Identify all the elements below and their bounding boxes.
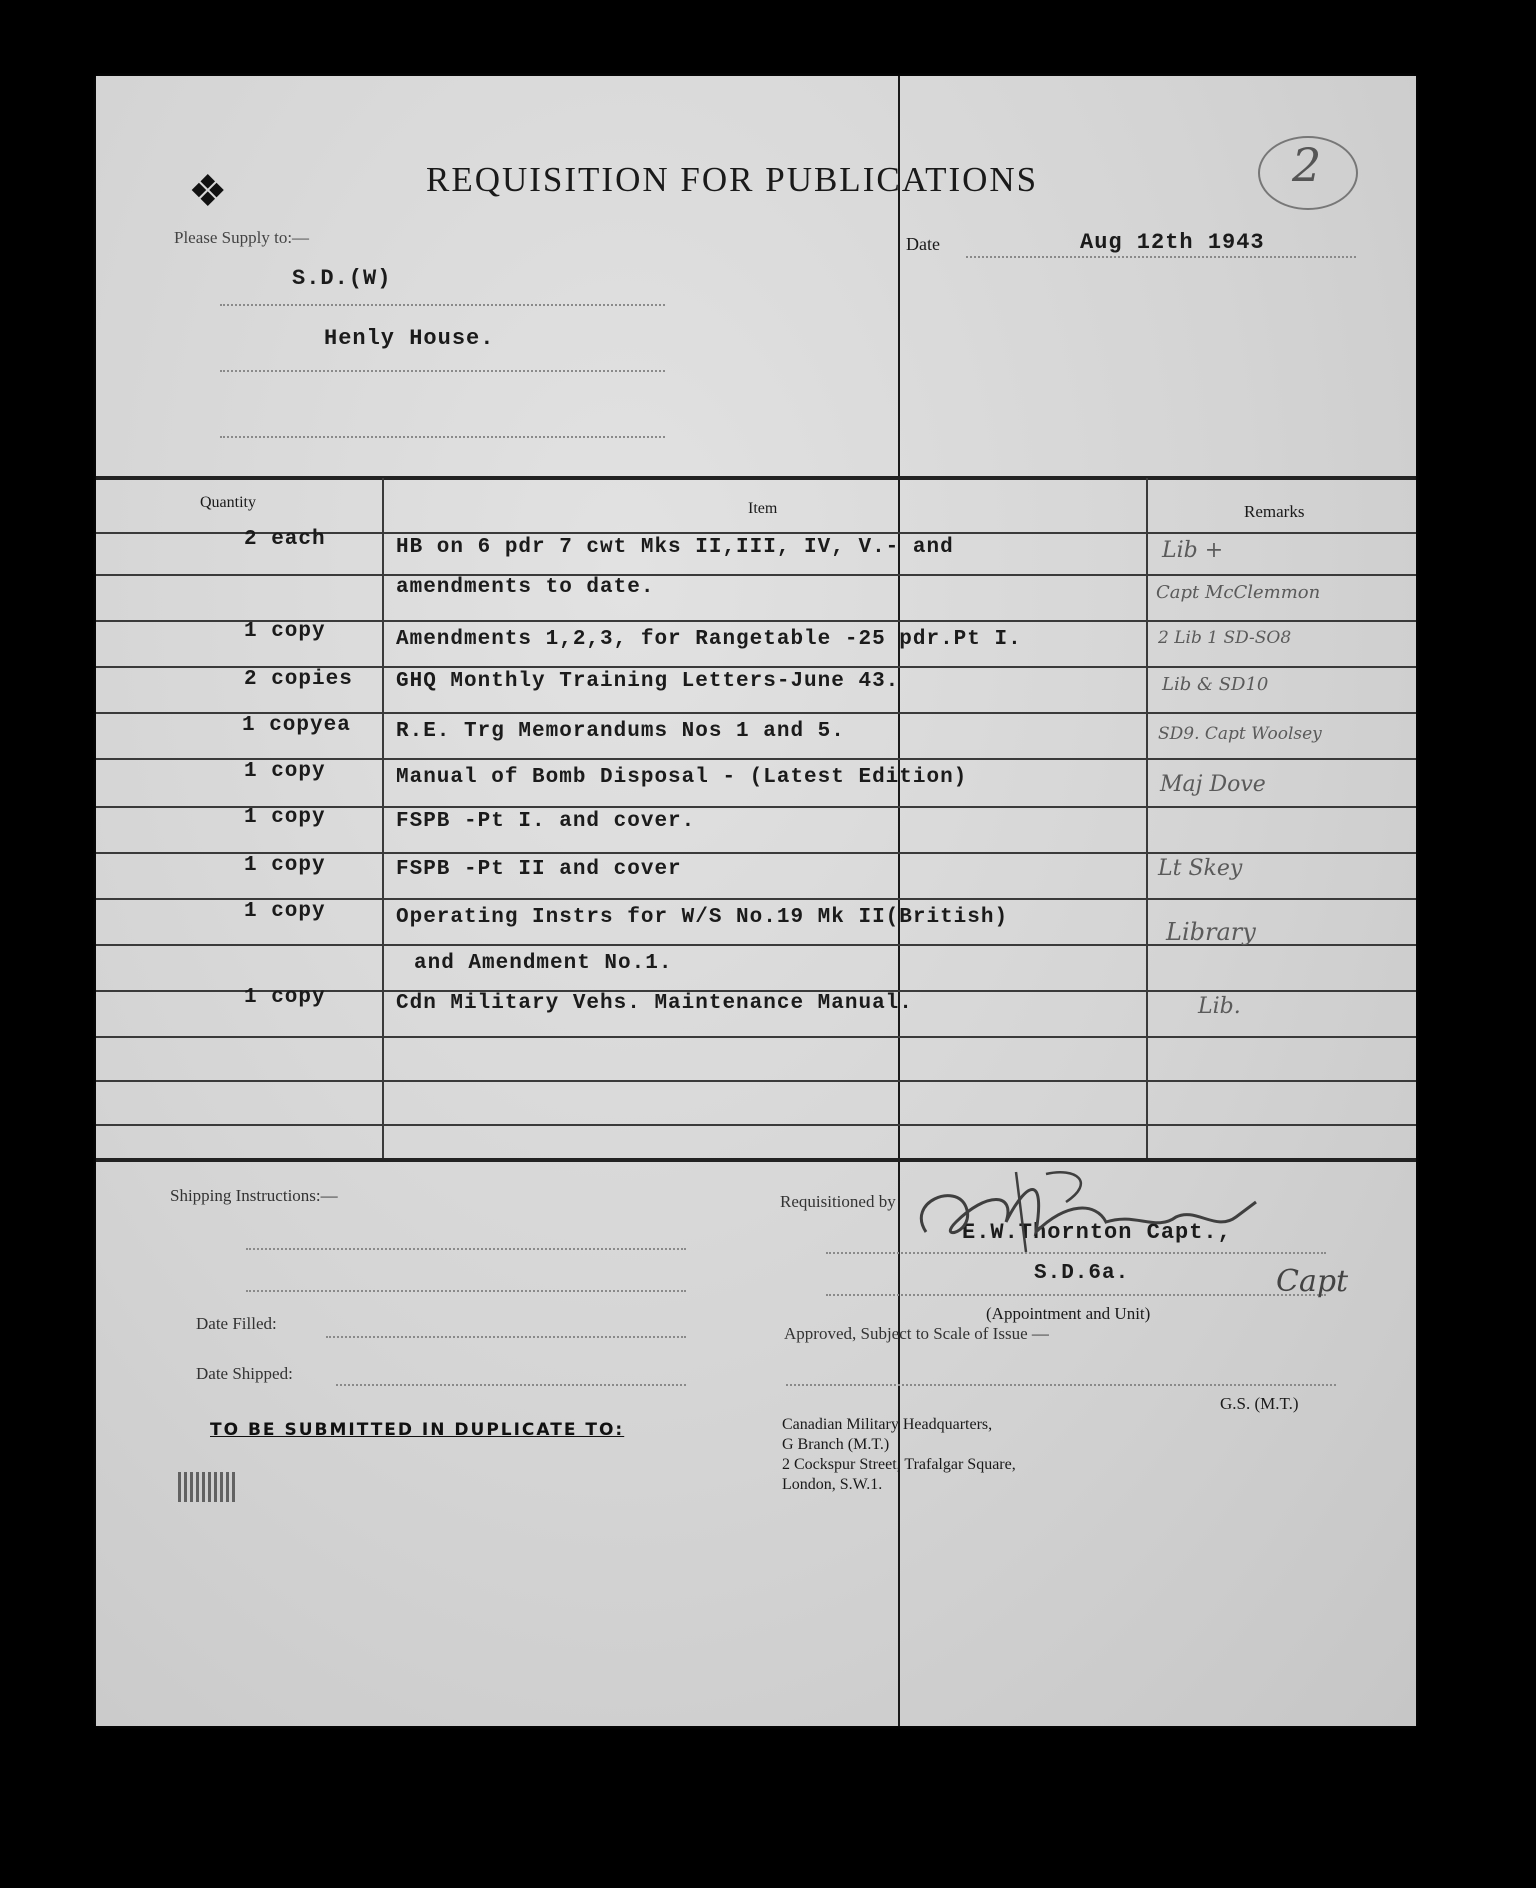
form-title: REQUISITION FOR PUBLICATIONS bbox=[426, 160, 1039, 199]
row-5-item: R.E. Trg Memorandums Nos 1 and 5. bbox=[396, 720, 845, 743]
date-label: Date bbox=[906, 234, 940, 254]
row-2-item: amendments to date. bbox=[396, 576, 655, 599]
supply-dotline-2 bbox=[220, 370, 665, 372]
signature-rank: Capt bbox=[1276, 1264, 1349, 1299]
row-rule bbox=[96, 1124, 1416, 1126]
address-line-1: Canadian Military Headquarters, bbox=[782, 1416, 993, 1433]
col-header-quantity: Quantity bbox=[200, 494, 256, 511]
supply-line-2: Henly House. bbox=[324, 326, 495, 351]
row-3-quantity: 1 copy bbox=[244, 620, 326, 643]
row-7-quantity: 1 copy bbox=[244, 806, 326, 829]
shipping-dotline-2 bbox=[246, 1290, 686, 1292]
col-divider-2 bbox=[1146, 478, 1148, 1158]
row-8-quantity: 1 copy bbox=[244, 854, 326, 877]
row-11-quantity: 1 copy bbox=[244, 986, 326, 1009]
row-6-item: Manual of Bomb Disposal - (Latest Edition) bbox=[396, 766, 968, 789]
row-8-item: FSPB -Pt II and cover bbox=[396, 858, 682, 881]
table-top-rule bbox=[96, 476, 1416, 480]
address-line-4: London, S.W.1. bbox=[782, 1476, 883, 1493]
approved-dotline bbox=[786, 1384, 1336, 1386]
row-2-remark: Capt McClemmon bbox=[1156, 582, 1321, 603]
row-3-item: Amendments 1,2,3, for Rangetable -25 pdr.Pt I. bbox=[396, 628, 1022, 651]
col-divider-1 bbox=[382, 478, 384, 1158]
appointment-unit-label: (Appointment and Unit) bbox=[986, 1304, 1151, 1323]
row-9-quantity: 1 copy bbox=[244, 900, 326, 923]
approved-label: Approved, Subject to Scale of Issue — bbox=[784, 1324, 1049, 1343]
date-value: Aug 12th 1943 bbox=[1080, 230, 1265, 255]
address-line-2: G Branch (M.T.) bbox=[782, 1436, 890, 1453]
gs-mt-label: G.S. (M.T.) bbox=[1220, 1394, 1299, 1413]
row-7-item: FSPB -Pt I. and cover. bbox=[396, 810, 696, 833]
row-5-remark: SD9. Capt Woolsey bbox=[1158, 724, 1322, 744]
supply-line-1: S.D.(W) bbox=[292, 266, 392, 291]
unit-dotline bbox=[826, 1294, 1326, 1296]
handwritten-signature bbox=[896, 1162, 1316, 1272]
date-filled-label: Date Filled: bbox=[196, 1314, 277, 1333]
row-10-item: and Amendment No.1. bbox=[414, 952, 673, 975]
requisitioned-by-label: Requisitioned by bbox=[780, 1192, 896, 1211]
date-filled-dotline bbox=[326, 1336, 686, 1338]
date-shipped-label: Date Shipped: bbox=[196, 1364, 293, 1383]
supply-dotline-1 bbox=[220, 304, 665, 306]
row-1-quantity: 2 each bbox=[244, 528, 326, 551]
row-rule bbox=[96, 1036, 1416, 1038]
corner-mark: ❖ bbox=[188, 167, 228, 216]
row-rule bbox=[96, 1080, 1416, 1082]
shipping-instructions-label: Shipping Instructions:— bbox=[170, 1186, 338, 1205]
row-6-remark: Maj Dove bbox=[1160, 772, 1266, 797]
shipping-dotline-1 bbox=[246, 1248, 686, 1250]
row-1-item: HB on 6 pdr 7 cwt Mks II,III, IV, V.- and bbox=[396, 536, 954, 559]
row-4-quantity: 2 copies bbox=[244, 668, 353, 691]
date-dotline bbox=[966, 256, 1356, 258]
date-shipped-dotline bbox=[336, 1384, 686, 1386]
requisitioner-unit: S.D.6a. bbox=[1034, 1262, 1130, 1285]
row-3-remark: 2 Lib 1 SD-SO8 bbox=[1158, 628, 1292, 648]
col-header-item: Item bbox=[748, 500, 778, 517]
row-5-quantity: 1 copyea bbox=[242, 714, 351, 737]
col-header-remarks: Remarks bbox=[1244, 502, 1305, 521]
row-9-remark: Library bbox=[1166, 918, 1256, 946]
row-9-item: Operating Instrs for W/S No.19 Mk II(British) bbox=[396, 906, 1009, 929]
row-6-quantity: 1 copy bbox=[244, 760, 326, 783]
fold-crease bbox=[898, 76, 900, 1726]
row-1-remark: Lib + bbox=[1162, 538, 1224, 563]
requisitioner-name: E.W.Thornton Capt., bbox=[962, 1220, 1232, 1245]
form-number-stamp bbox=[178, 1472, 238, 1502]
row-8-remark: Lt Skey bbox=[1158, 856, 1243, 881]
row-4-remark: Lib & SD10 bbox=[1162, 674, 1269, 695]
row-4-item: GHQ Monthly Training Letters-June 43. bbox=[396, 670, 900, 693]
row-11-item: Cdn Military Vehs. Maintenance Manual. bbox=[396, 992, 913, 1015]
address-line-3: 2 Cockspur Street, Trafalgar Square, bbox=[782, 1456, 1016, 1473]
row-11-remark: Lib. bbox=[1198, 994, 1241, 1019]
supply-label: Please Supply to:— bbox=[174, 228, 310, 247]
row-rule bbox=[96, 574, 1416, 576]
submit-in-duplicate-label: TO BE SUBMITTED IN DUPLICATE TO: bbox=[210, 1420, 625, 1440]
requisition-form bbox=[96, 76, 1416, 1726]
page-number: 2 bbox=[1292, 138, 1322, 192]
supply-dotline-3 bbox=[220, 436, 665, 438]
